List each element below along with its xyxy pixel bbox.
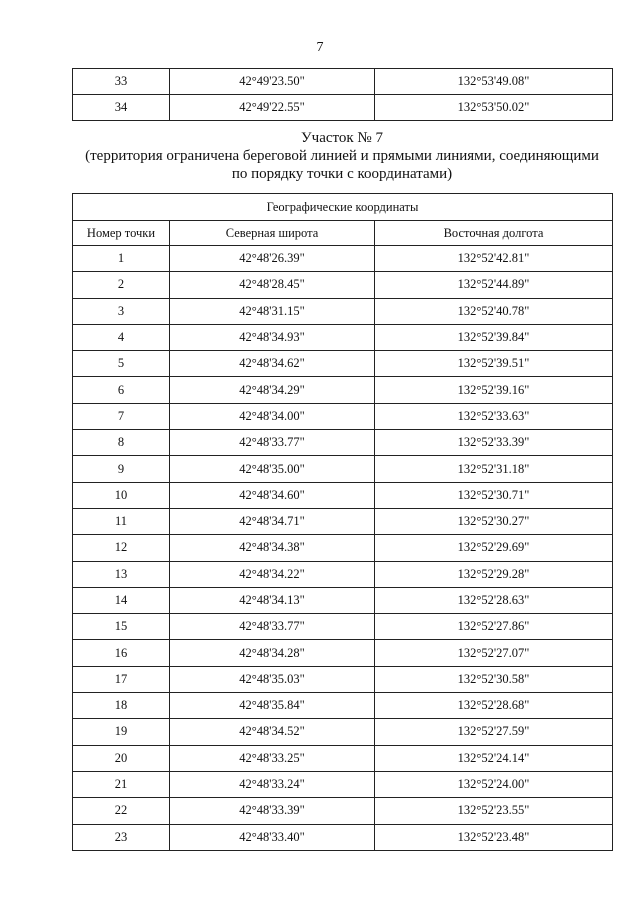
longitude-cell: 132°52'44.89" (375, 272, 613, 298)
latitude-cell: 42°48'34.28" (170, 640, 375, 666)
table-row (73, 745, 613, 771)
longitude-cell: 132°52'39.51" (375, 351, 613, 377)
point-number-cell: 9 (73, 456, 170, 482)
latitude-cell: 42°49'23.50" (170, 69, 375, 95)
point-number-cell: 7 (73, 403, 170, 429)
section-heading (60, 129, 624, 183)
latitude-cell: 42°48'33.25" (170, 745, 375, 771)
page-number: 7 (316, 40, 324, 55)
longitude-cell: 132°52'31.18" (375, 456, 613, 482)
longitude-cell: 132°53'49.08" (375, 69, 613, 95)
point-number-cell: 21 (73, 771, 170, 797)
table-row (73, 666, 613, 692)
table-row (73, 508, 613, 534)
column-header-east-longitude: Восточная долгота (375, 221, 613, 246)
latitude-cell: 42°48'34.60" (170, 482, 375, 508)
table-row (73, 403, 613, 429)
latitude-cell: 42°49'22.55" (170, 95, 375, 121)
point-number-cell: 15 (73, 614, 170, 640)
latitude-cell: 42°48'35.03" (170, 666, 375, 692)
point-number-cell: 8 (73, 430, 170, 456)
latitude-cell: 42°48'34.22" (170, 561, 375, 587)
latitude-cell: 42°48'34.00" (170, 403, 375, 429)
longitude-cell: 132°52'30.58" (375, 666, 613, 692)
point-number-cell: 1 (73, 246, 170, 272)
table-row (73, 324, 613, 350)
point-number-cell: 5 (73, 351, 170, 377)
table-row (73, 719, 613, 745)
section-title: Участок № 7 (301, 130, 383, 146)
table-row (73, 482, 613, 508)
table-row (73, 95, 613, 121)
longitude-cell: 132°52'33.63" (375, 403, 613, 429)
table-row (73, 430, 613, 456)
longitude-cell: 132°52'27.59" (375, 719, 613, 745)
column-header-point-number: Номер точки (73, 221, 170, 246)
longitude-cell: 132°52'27.86" (375, 614, 613, 640)
longitude-cell: 132°52'39.84" (375, 324, 613, 350)
latitude-cell: 42°48'33.77" (170, 614, 375, 640)
latitude-cell: 42°48'34.29" (170, 377, 375, 403)
point-number-cell: 19 (73, 719, 170, 745)
latitude-cell: 42°48'34.93" (170, 324, 375, 350)
longitude-cell: 132°52'30.27" (375, 508, 613, 534)
point-number-cell: 12 (73, 535, 170, 561)
longitude-cell: 132°52'29.69" (375, 535, 613, 561)
point-number-cell: 3 (73, 298, 170, 324)
point-number-cell: 16 (73, 640, 170, 666)
longitude-cell: 132°53'50.02" (375, 95, 613, 121)
longitude-cell: 132°52'29.28" (375, 561, 613, 587)
table-row (73, 561, 613, 587)
longitude-cell: 132°52'39.16" (375, 377, 613, 403)
point-number-cell: 17 (73, 666, 170, 692)
point-number-cell: 18 (73, 693, 170, 719)
table-row (73, 640, 613, 666)
section-subtitle-line-1: (территория ограничена береговой линией и прямыми линиями, соединяющими (85, 148, 599, 164)
point-number-cell: 34 (73, 95, 170, 121)
table-row (73, 351, 613, 377)
column-header-north-latitude: Северная широта (170, 221, 375, 246)
latitude-cell: 42°48'31.15" (170, 298, 375, 324)
table-row (73, 246, 613, 272)
longitude-cell: 132°52'23.55" (375, 798, 613, 824)
point-number-cell: 20 (73, 745, 170, 771)
section-subtitle-line-2: по порядку точки с координатами) (231, 166, 453, 182)
longitude-cell: 132°52'24.14" (375, 745, 613, 771)
point-number-cell: 23 (73, 824, 170, 850)
latitude-cell: 42°48'34.13" (170, 587, 375, 613)
table-row (73, 771, 613, 797)
latitude-cell: 42°48'34.71" (170, 508, 375, 534)
latitude-cell: 42°48'33.77" (170, 430, 375, 456)
point-number-cell: 10 (73, 482, 170, 508)
longitude-cell: 132°52'30.71" (375, 482, 613, 508)
latitude-cell: 42°48'33.24" (170, 771, 375, 797)
latitude-cell: 42°48'33.40" (170, 824, 375, 850)
point-number-cell: 2 (73, 272, 170, 298)
longitude-cell: 132°52'28.68" (375, 693, 613, 719)
table-row (73, 69, 613, 95)
latitude-cell: 42°48'26.39" (170, 246, 375, 272)
coordinates-table-body (73, 246, 613, 851)
longitude-cell: 132°52'40.78" (375, 298, 613, 324)
longitude-cell: 132°52'33.39" (375, 430, 613, 456)
point-number-cell: 6 (73, 377, 170, 403)
geographic-coordinates-header: Географические координаты (73, 194, 613, 221)
table-row (73, 824, 613, 850)
table-row (73, 587, 613, 613)
longitude-cell: 132°52'28.63" (375, 587, 613, 613)
point-number-cell: 33 (73, 69, 170, 95)
table-row (73, 614, 613, 640)
latitude-cell: 42°48'34.62" (170, 351, 375, 377)
point-number-cell: 14 (73, 587, 170, 613)
point-number-cell: 4 (73, 324, 170, 350)
longitude-cell: 132°52'23.48" (375, 824, 613, 850)
point-number-cell: 22 (73, 798, 170, 824)
table-row (73, 456, 613, 482)
table-row (73, 693, 613, 719)
latitude-cell: 42°48'34.38" (170, 535, 375, 561)
table-row (73, 298, 613, 324)
table-row (73, 272, 613, 298)
table-row (73, 377, 613, 403)
point-number-cell: 11 (73, 508, 170, 534)
longitude-cell: 132°52'27.07" (375, 640, 613, 666)
coordinates-table (72, 193, 613, 851)
top-coordinates-table (72, 68, 613, 121)
table-row (73, 535, 613, 561)
latitude-cell: 42°48'34.52" (170, 719, 375, 745)
latitude-cell: 42°48'33.39" (170, 798, 375, 824)
table-row (73, 798, 613, 824)
top-table-body (73, 69, 613, 121)
latitude-cell: 42°48'35.84" (170, 693, 375, 719)
latitude-cell: 42°48'35.00" (170, 456, 375, 482)
latitude-cell: 42°48'28.45" (170, 272, 375, 298)
point-number-cell: 13 (73, 561, 170, 587)
longitude-cell: 132°52'42.81" (375, 246, 613, 272)
longitude-cell: 132°52'24.00" (375, 771, 613, 797)
